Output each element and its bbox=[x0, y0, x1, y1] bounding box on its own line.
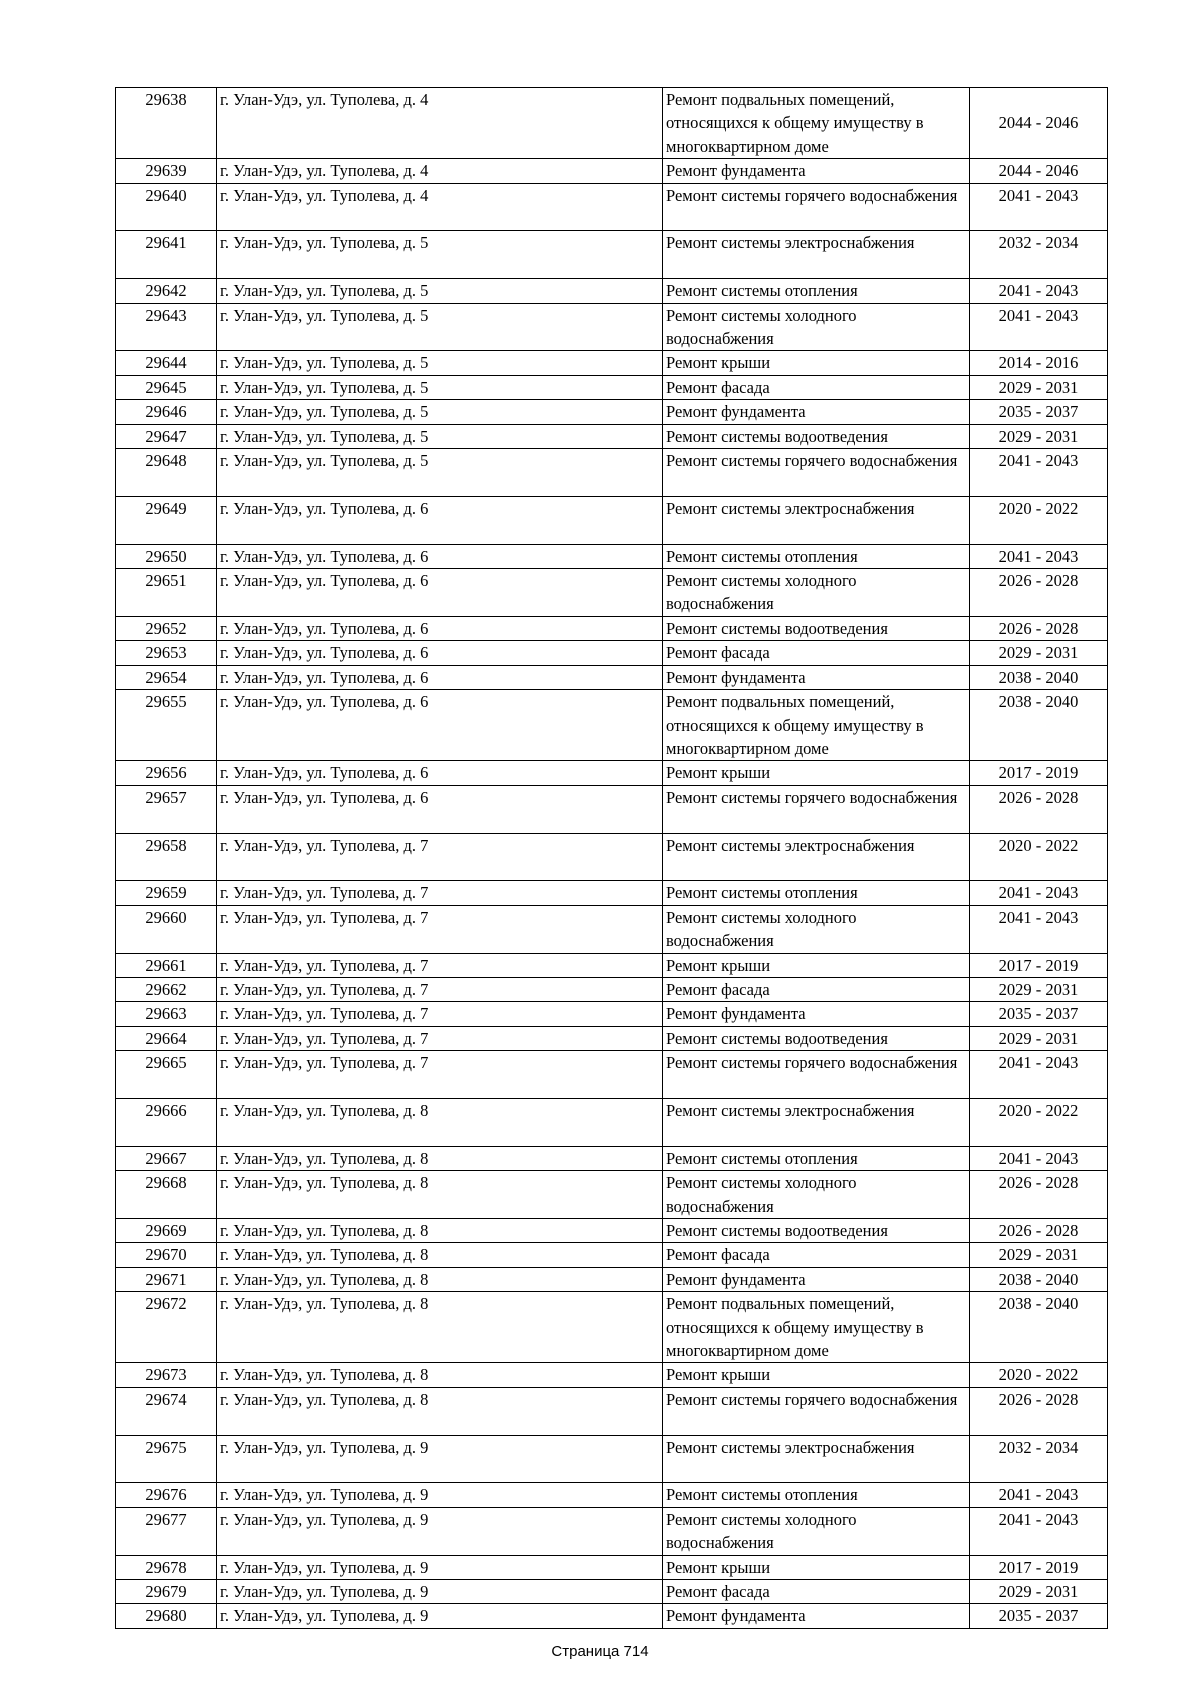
work-type-cell: Ремонт системы холодного водоснабжения bbox=[663, 1171, 970, 1219]
address-cell: г. Улан-Удэ, ул. Туполева, д. 9 bbox=[217, 1580, 663, 1604]
row-number-cell: 29677 bbox=[116, 1507, 217, 1555]
address-cell: г. Улан-Удэ, ул. Туполева, д. 8 bbox=[217, 1146, 663, 1170]
period-cell: 2032 - 2034 bbox=[970, 231, 1108, 279]
address-cell: г. Улан-Удэ, ул. Туполева, д. 7 bbox=[217, 905, 663, 953]
period-cell: 2026 - 2028 bbox=[970, 569, 1108, 617]
row-number-cell: 29679 bbox=[116, 1580, 217, 1604]
address-cell: г. Улан-Удэ, ул. Туполева, д. 6 bbox=[217, 569, 663, 617]
work-type-cell: Ремонт фундамента bbox=[663, 159, 970, 183]
table-row bbox=[116, 183, 1108, 231]
period-cell: 2038 - 2040 bbox=[970, 1267, 1108, 1291]
table-row bbox=[116, 953, 1108, 977]
work-type-cell: Ремонт системы отопления bbox=[663, 544, 970, 568]
row-number-cell: 29672 bbox=[116, 1292, 217, 1363]
row-number-cell: 29659 bbox=[116, 881, 217, 905]
period-cell: 2029 - 2031 bbox=[970, 424, 1108, 448]
address-cell: г. Улан-Удэ, ул. Туполева, д. 9 bbox=[217, 1483, 663, 1507]
table-row bbox=[116, 1580, 1108, 1604]
period-cell: 2041 - 2043 bbox=[970, 1507, 1108, 1555]
address-cell: г. Улан-Удэ, ул. Туполева, д. 7 bbox=[217, 1002, 663, 1026]
period-cell: 2041 - 2043 bbox=[970, 544, 1108, 568]
table-row bbox=[116, 449, 1108, 497]
address-cell: г. Улан-Удэ, ул. Туполева, д. 8 bbox=[217, 1243, 663, 1267]
address-cell: г. Улан-Удэ, ул. Туполева, д. 7 bbox=[217, 881, 663, 905]
table-row bbox=[116, 279, 1108, 303]
work-type-cell: Ремонт фундамента bbox=[663, 1267, 970, 1291]
row-number-cell: 29668 bbox=[116, 1171, 217, 1219]
period-cell: 2014 - 2016 bbox=[970, 351, 1108, 375]
table-row bbox=[116, 641, 1108, 665]
period-cell: 2020 - 2022 bbox=[970, 1363, 1108, 1387]
work-type-cell: Ремонт фундамента bbox=[663, 1604, 970, 1628]
table-row bbox=[116, 1218, 1108, 1242]
table-row bbox=[116, 833, 1108, 881]
row-number-cell: 29647 bbox=[116, 424, 217, 448]
work-type-cell: Ремонт фасада bbox=[663, 375, 970, 399]
repair-schedule-table bbox=[115, 87, 1108, 1629]
address-cell: г. Улан-Удэ, ул. Туполева, д. 5 bbox=[217, 375, 663, 399]
table-row bbox=[116, 1146, 1108, 1170]
row-number-cell: 29676 bbox=[116, 1483, 217, 1507]
period-cell: 2029 - 2031 bbox=[970, 375, 1108, 399]
table-row bbox=[116, 761, 1108, 785]
work-type-cell: Ремонт фасада bbox=[663, 977, 970, 1001]
row-number-cell: 29642 bbox=[116, 279, 217, 303]
work-type-cell: Ремонт крыши bbox=[663, 761, 970, 785]
period-cell: 2020 - 2022 bbox=[970, 496, 1108, 544]
row-number-cell: 29651 bbox=[116, 569, 217, 617]
address-cell: г. Улан-Удэ, ул. Туполева, д. 9 bbox=[217, 1555, 663, 1579]
row-number-cell: 29657 bbox=[116, 785, 217, 833]
address-cell: г. Улан-Удэ, ул. Туполева, д. 6 bbox=[217, 665, 663, 689]
period-cell: 2044 - 2046 bbox=[970, 88, 1108, 159]
work-type-cell: Ремонт подвальных помещений, относящихся к общему имуществу в многоквартирном доме bbox=[663, 1292, 970, 1363]
row-number-cell: 29638 bbox=[116, 88, 217, 159]
row-number-cell: 29671 bbox=[116, 1267, 217, 1291]
table-row bbox=[116, 1435, 1108, 1483]
table-row bbox=[116, 88, 1108, 159]
row-number-cell: 29653 bbox=[116, 641, 217, 665]
row-number-cell: 29639 bbox=[116, 159, 217, 183]
address-cell: г. Улан-Удэ, ул. Туполева, д. 6 bbox=[217, 761, 663, 785]
work-type-cell: Ремонт системы электроснабжения bbox=[663, 1098, 970, 1146]
address-cell: г. Улан-Удэ, ул. Туполева, д. 5 bbox=[217, 351, 663, 375]
period-cell: 2041 - 2043 bbox=[970, 881, 1108, 905]
work-type-cell: Ремонт системы водоотведения bbox=[663, 424, 970, 448]
row-number-cell: 29649 bbox=[116, 496, 217, 544]
period-cell: 2029 - 2031 bbox=[970, 1580, 1108, 1604]
address-cell: г. Улан-Удэ, ул. Туполева, д. 9 bbox=[217, 1604, 663, 1628]
work-type-cell: Ремонт фасада bbox=[663, 641, 970, 665]
table-row bbox=[116, 1243, 1108, 1267]
table-row bbox=[116, 1363, 1108, 1387]
work-type-cell: Ремонт системы электроснабжения bbox=[663, 496, 970, 544]
address-cell: г. Улан-Удэ, ул. Туполева, д. 5 bbox=[217, 449, 663, 497]
period-cell: 2041 - 2043 bbox=[970, 183, 1108, 231]
period-cell: 2032 - 2034 bbox=[970, 1435, 1108, 1483]
address-cell: г. Улан-Удэ, ул. Туполева, д. 6 bbox=[217, 641, 663, 665]
table-row bbox=[116, 1026, 1108, 1050]
work-type-cell: Ремонт фундамента bbox=[663, 400, 970, 424]
row-number-cell: 29661 bbox=[116, 953, 217, 977]
work-type-cell: Ремонт системы электроснабжения bbox=[663, 1435, 970, 1483]
row-number-cell: 29665 bbox=[116, 1051, 217, 1099]
row-number-cell: 29654 bbox=[116, 665, 217, 689]
address-cell: г. Улан-Удэ, ул. Туполева, д. 6 bbox=[217, 496, 663, 544]
address-cell: г. Улан-Удэ, ул. Туполева, д. 7 bbox=[217, 1051, 663, 1099]
row-number-cell: 29650 bbox=[116, 544, 217, 568]
table-row bbox=[116, 1604, 1108, 1628]
work-type-cell: Ремонт системы горячего водоснабжения bbox=[663, 785, 970, 833]
row-number-cell: 29666 bbox=[116, 1098, 217, 1146]
table-row bbox=[116, 690, 1108, 761]
work-type-cell: Ремонт системы водоотведения bbox=[663, 1218, 970, 1242]
table-row bbox=[116, 1171, 1108, 1219]
work-type-cell: Ремонт системы холодного водоснабжения bbox=[663, 1507, 970, 1555]
table-row bbox=[116, 1002, 1108, 1026]
row-number-cell: 29673 bbox=[116, 1363, 217, 1387]
period-cell: 2029 - 2031 bbox=[970, 1243, 1108, 1267]
work-type-cell: Ремонт системы электроснабжения bbox=[663, 231, 970, 279]
period-cell: 2035 - 2037 bbox=[970, 1002, 1108, 1026]
table-row bbox=[116, 569, 1108, 617]
row-number-cell: 29644 bbox=[116, 351, 217, 375]
period-cell: 2041 - 2043 bbox=[970, 905, 1108, 953]
work-type-cell: Ремонт фундамента bbox=[663, 1002, 970, 1026]
table-row bbox=[116, 1483, 1108, 1507]
table-row bbox=[116, 231, 1108, 279]
address-cell: г. Улан-Удэ, ул. Туполева, д. 5 bbox=[217, 231, 663, 279]
period-cell: 2026 - 2028 bbox=[970, 616, 1108, 640]
period-cell: 2026 - 2028 bbox=[970, 785, 1108, 833]
table-row bbox=[116, 1555, 1108, 1579]
table-row bbox=[116, 1507, 1108, 1555]
work-type-cell: Ремонт системы отопления bbox=[663, 1483, 970, 1507]
period-cell: 2041 - 2043 bbox=[970, 1146, 1108, 1170]
address-cell: г. Улан-Удэ, ул. Туполева, д. 8 bbox=[217, 1098, 663, 1146]
row-number-cell: 29648 bbox=[116, 449, 217, 497]
address-cell: г. Улан-Удэ, ул. Туполева, д. 8 bbox=[217, 1387, 663, 1435]
address-cell: г. Улан-Удэ, ул. Туполева, д. 5 bbox=[217, 424, 663, 448]
row-number-cell: 29669 bbox=[116, 1218, 217, 1242]
work-type-cell: Ремонт крыши bbox=[663, 953, 970, 977]
row-number-cell: 29640 bbox=[116, 183, 217, 231]
table-row bbox=[116, 1267, 1108, 1291]
table-row bbox=[116, 159, 1108, 183]
work-type-cell: Ремонт системы электроснабжения bbox=[663, 833, 970, 881]
table-row bbox=[116, 977, 1108, 1001]
address-cell: г. Улан-Удэ, ул. Туполева, д. 6 bbox=[217, 785, 663, 833]
row-number-cell: 29664 bbox=[116, 1026, 217, 1050]
work-type-cell: Ремонт системы холодного водоснабжения bbox=[663, 569, 970, 617]
address-cell: г. Улан-Удэ, ул. Туполева, д. 7 bbox=[217, 977, 663, 1001]
table-row bbox=[116, 496, 1108, 544]
table-row bbox=[116, 1098, 1108, 1146]
period-cell: 2041 - 2043 bbox=[970, 1051, 1108, 1099]
period-cell: 2020 - 2022 bbox=[970, 833, 1108, 881]
row-number-cell: 29655 bbox=[116, 690, 217, 761]
period-cell: 2038 - 2040 bbox=[970, 690, 1108, 761]
period-cell: 2026 - 2028 bbox=[970, 1218, 1108, 1242]
table-row bbox=[116, 400, 1108, 424]
work-type-cell: Ремонт системы холодного водоснабжения bbox=[663, 303, 970, 351]
row-number-cell: 29641 bbox=[116, 231, 217, 279]
period-cell: 2029 - 2031 bbox=[970, 977, 1108, 1001]
work-type-cell: Ремонт фасада bbox=[663, 1243, 970, 1267]
row-number-cell: 29660 bbox=[116, 905, 217, 953]
address-cell: г. Улан-Удэ, ул. Туполева, д. 8 bbox=[217, 1218, 663, 1242]
row-number-cell: 29675 bbox=[116, 1435, 217, 1483]
work-type-cell: Ремонт системы горячего водоснабжения bbox=[663, 183, 970, 231]
address-cell: г. Улан-Удэ, ул. Туполева, д. 8 bbox=[217, 1171, 663, 1219]
work-type-cell: Ремонт фасада bbox=[663, 1580, 970, 1604]
row-number-cell: 29645 bbox=[116, 375, 217, 399]
row-number-cell: 29662 bbox=[116, 977, 217, 1001]
work-type-cell: Ремонт крыши bbox=[663, 351, 970, 375]
table-row bbox=[116, 616, 1108, 640]
address-cell: г. Улан-Удэ, ул. Туполева, д. 7 bbox=[217, 953, 663, 977]
period-cell: 2041 - 2043 bbox=[970, 303, 1108, 351]
table-row bbox=[116, 1387, 1108, 1435]
period-cell: 2026 - 2028 bbox=[970, 1387, 1108, 1435]
row-number-cell: 29658 bbox=[116, 833, 217, 881]
address-cell: г. Улан-Удэ, ул. Туполева, д. 6 bbox=[217, 616, 663, 640]
row-number-cell: 29656 bbox=[116, 761, 217, 785]
period-cell: 2035 - 2037 bbox=[970, 400, 1108, 424]
address-cell: г. Улан-Удэ, ул. Туполева, д. 4 bbox=[217, 159, 663, 183]
period-cell: 2044 - 2046 bbox=[970, 159, 1108, 183]
period-cell: 2038 - 2040 bbox=[970, 665, 1108, 689]
work-type-cell: Ремонт системы отопления bbox=[663, 279, 970, 303]
address-cell: г. Улан-Удэ, ул. Туполева, д. 5 bbox=[217, 279, 663, 303]
work-type-cell: Ремонт системы отопления bbox=[663, 1146, 970, 1170]
row-number-cell: 29674 bbox=[116, 1387, 217, 1435]
work-type-cell: Ремонт системы горячего водоснабжения bbox=[663, 1051, 970, 1099]
table-row bbox=[116, 665, 1108, 689]
period-cell: 2041 - 2043 bbox=[970, 449, 1108, 497]
row-number-cell: 29670 bbox=[116, 1243, 217, 1267]
address-cell: г. Улан-Удэ, ул. Туполева, д. 8 bbox=[217, 1363, 663, 1387]
period-cell: 2017 - 2019 bbox=[970, 761, 1108, 785]
row-number-cell: 29646 bbox=[116, 400, 217, 424]
table-row bbox=[116, 1051, 1108, 1099]
work-type-cell: Ремонт подвальных помещений, относящихся к общему имуществу в многоквартирном доме bbox=[663, 88, 970, 159]
work-type-cell: Ремонт системы водоотведения bbox=[663, 616, 970, 640]
work-type-cell: Ремонт крыши bbox=[663, 1555, 970, 1579]
work-type-cell: Ремонт крыши bbox=[663, 1363, 970, 1387]
work-type-cell: Ремонт системы холодного водоснабжения bbox=[663, 905, 970, 953]
row-number-cell: 29663 bbox=[116, 1002, 217, 1026]
period-cell: 2017 - 2019 bbox=[970, 953, 1108, 977]
address-cell: г. Улан-Удэ, ул. Туполева, д. 9 bbox=[217, 1507, 663, 1555]
period-cell: 2026 - 2028 bbox=[970, 1171, 1108, 1219]
row-number-cell: 29680 bbox=[116, 1604, 217, 1628]
address-cell: г. Улан-Удэ, ул. Туполева, д. 6 bbox=[217, 690, 663, 761]
work-type-cell: Ремонт системы отопления bbox=[663, 881, 970, 905]
address-cell: г. Улан-Удэ, ул. Туполева, д. 5 bbox=[217, 400, 663, 424]
table-row bbox=[116, 905, 1108, 953]
row-number-cell: 29678 bbox=[116, 1555, 217, 1579]
row-number-cell: 29667 bbox=[116, 1146, 217, 1170]
period-cell: 2020 - 2022 bbox=[970, 1098, 1108, 1146]
address-cell: г. Улан-Удэ, ул. Туполева, д. 5 bbox=[217, 303, 663, 351]
address-cell: г. Улан-Удэ, ул. Туполева, д. 8 bbox=[217, 1292, 663, 1363]
table-body bbox=[116, 88, 1108, 1629]
address-cell: г. Улан-Удэ, ул. Туполева, д. 7 bbox=[217, 833, 663, 881]
address-cell: г. Улан-Удэ, ул. Туполева, д. 6 bbox=[217, 544, 663, 568]
table-row bbox=[116, 1292, 1108, 1363]
period-cell: 2041 - 2043 bbox=[970, 279, 1108, 303]
row-number-cell: 29652 bbox=[116, 616, 217, 640]
work-type-cell: Ремонт системы горячего водоснабжения bbox=[663, 449, 970, 497]
work-type-cell: Ремонт системы горячего водоснабжения bbox=[663, 1387, 970, 1435]
period-cell: 2017 - 2019 bbox=[970, 1555, 1108, 1579]
table-row bbox=[116, 375, 1108, 399]
work-type-cell: Ремонт фундамента bbox=[663, 665, 970, 689]
table-row bbox=[116, 351, 1108, 375]
period-cell: 2041 - 2043 bbox=[970, 1483, 1108, 1507]
address-cell: г. Улан-Удэ, ул. Туполева, д. 4 bbox=[217, 88, 663, 159]
table-row bbox=[116, 544, 1108, 568]
table-row bbox=[116, 424, 1108, 448]
page-number: Страница 714 bbox=[551, 1643, 649, 1660]
period-cell: 2029 - 2031 bbox=[970, 641, 1108, 665]
table-row bbox=[116, 881, 1108, 905]
work-type-cell: Ремонт системы водоотведения bbox=[663, 1026, 970, 1050]
row-number-cell: 29643 bbox=[116, 303, 217, 351]
address-cell: г. Улан-Удэ, ул. Туполева, д. 8 bbox=[217, 1267, 663, 1291]
table-row bbox=[116, 303, 1108, 351]
work-type-cell: Ремонт подвальных помещений, относящихся к общему имуществу в многоквартирном доме bbox=[663, 690, 970, 761]
address-cell: г. Улан-Удэ, ул. Туполева, д. 4 bbox=[217, 183, 663, 231]
address-cell: г. Улан-Удэ, ул. Туполева, д. 9 bbox=[217, 1435, 663, 1483]
period-cell: 2035 - 2037 bbox=[970, 1604, 1108, 1628]
address-cell: г. Улан-Удэ, ул. Туполева, д. 7 bbox=[217, 1026, 663, 1050]
document-page bbox=[115, 87, 1107, 1629]
period-cell: 2029 - 2031 bbox=[970, 1026, 1108, 1050]
period-cell: 2038 - 2040 bbox=[970, 1292, 1108, 1363]
table-row bbox=[116, 785, 1108, 833]
